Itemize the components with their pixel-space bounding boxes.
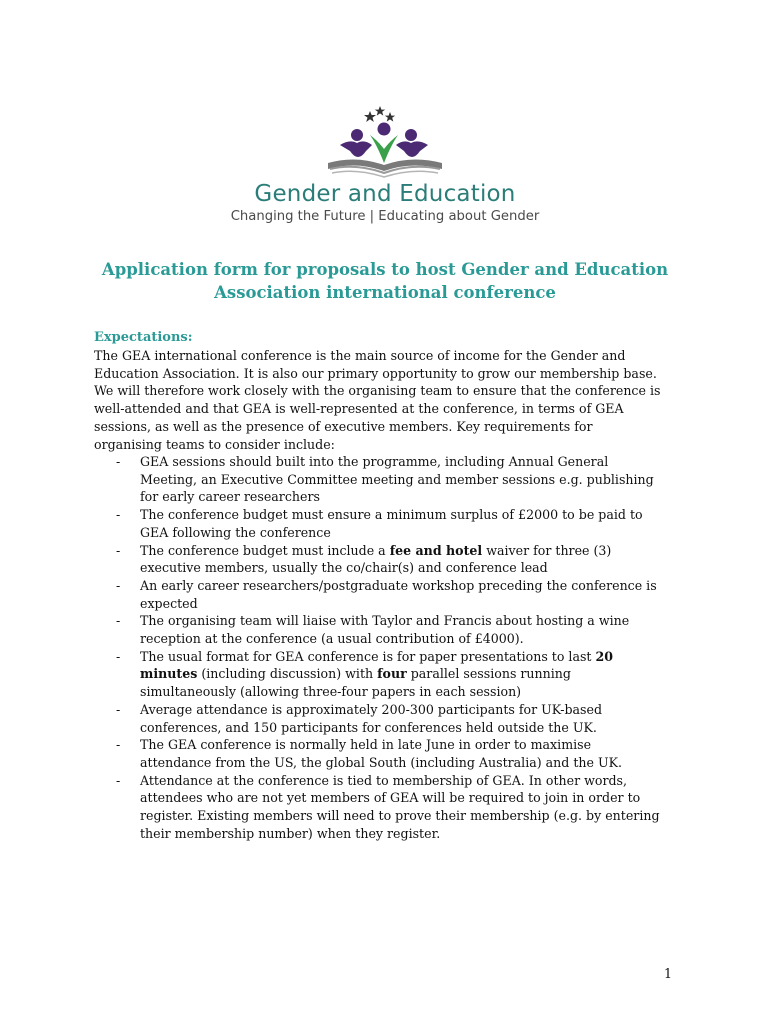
list-item-line: simultaneously (allowing three-four papers in each session) [140,684,522,700]
list-item-line: expected [140,595,198,611]
bold-text: four [377,666,407,682]
intro-line: The GEA international conference is the main source of income for the Gender and [94,348,626,363]
text-run: The conference budget must include a [140,542,390,558]
title-line-1: Application form for proposals to host Gender and Education [101,260,669,279]
list-item-line: their membership number) when they register. [140,825,441,841]
list-item [94,772,694,843]
page-number: 1 [664,966,673,981]
list-item-line: register. Existing members will need to prove their membership (e.g. by entering [140,808,660,824]
gea-logo [190,105,580,230]
requirements-list [94,453,694,842]
bullet-marker: - [116,772,121,788]
expectations-heading: Expectations: [94,330,193,345]
bullet-marker: - [116,542,121,558]
list-item [94,453,694,506]
intro-line: sessions, as well as the presence of executive members. Key requirements for [94,418,593,434]
bold-text: 20 [595,648,614,664]
list-item-line: An early career researchers/postgraduate workshop preceding the conference is [140,577,657,593]
intro-line: Education Association. It is also our primary opportunity to grow our membership base. [94,365,657,381]
list-item-line: The organising team will liaise with Taylor and Francis about hosting a wine [140,613,630,629]
list-item-line: for early career researchers [140,489,320,505]
intro-line: We will therefore work closely with the organising team to ensure that the conference is [94,383,661,399]
expectations-intro [94,347,694,453]
bold-text: minutes [140,666,198,682]
list-item-line [140,648,694,666]
bullet-marker: - [116,701,121,717]
list-item-line: Average attendance is approximately 200-300 participants for UK-based [140,701,603,717]
list-item [94,542,694,577]
intro-line: organising teams to consider include: [94,436,335,452]
list-item-line: GEA following the conference [140,524,331,540]
list-item-line [140,665,694,683]
logo-name: Gender and Education [254,181,516,207]
text-run: The usual format for GEA conference is for paper presentations to last [140,648,596,664]
list-item-line: executive members, usually the co/chair(s) and conference lead [140,560,548,576]
title-line-2: Association international conference [214,283,556,302]
logo-mark-icon [320,105,450,183]
list-item-line: reception at the conference (a usual contribution of £4000). [140,631,524,647]
intro-line: well-attended and that GEA is well-represented at the conference, in terms of GEA [94,401,624,417]
list-item [94,648,694,701]
bullet-marker: - [116,507,121,523]
list-item-line: GEA sessions should built into the programme, including Annual General [140,454,609,469]
list-item-line: The GEA conference is normally held in late June in order to maximise [140,737,592,753]
bullet-marker: - [116,648,121,664]
text-run: parallel sessions running [406,666,571,682]
list-item [94,701,694,736]
list-item-line: The conference budget must ensure a minimum surplus of £2000 to be paid to [140,507,643,523]
list-item [94,506,694,541]
list-item-line: attendees who are not yet members of GEA will be required to join in order to [140,790,641,806]
logo-tagline: Changing the Future | Educating about Gender [230,209,540,224]
bullet-marker: - [116,613,121,629]
list-item-line: Meeting, an Executive Committee meeting and member sessions e.g. publishing [140,471,654,487]
bold-text: fee and hotel [389,542,483,558]
bullet-marker: - [116,737,121,753]
list-item [94,736,694,771]
bullet-marker: - [116,577,121,593]
text-run: (including discussion) with [197,666,378,682]
list-item [94,612,694,647]
document-title [60,258,710,304]
bullet-marker: - [116,454,121,469]
list-item-line [140,542,694,560]
list-item-line: conferences, and 150 participants for conferences held outside the UK. [140,719,597,735]
list-item-line: attendance from the US, the global South (including Australia) and the UK. [140,754,622,770]
list-item [94,577,694,612]
list-item-line: Attendance at the conference is tied to membership of GEA. In other words, [140,772,628,788]
text-run: waiver for three (3) [482,542,612,558]
